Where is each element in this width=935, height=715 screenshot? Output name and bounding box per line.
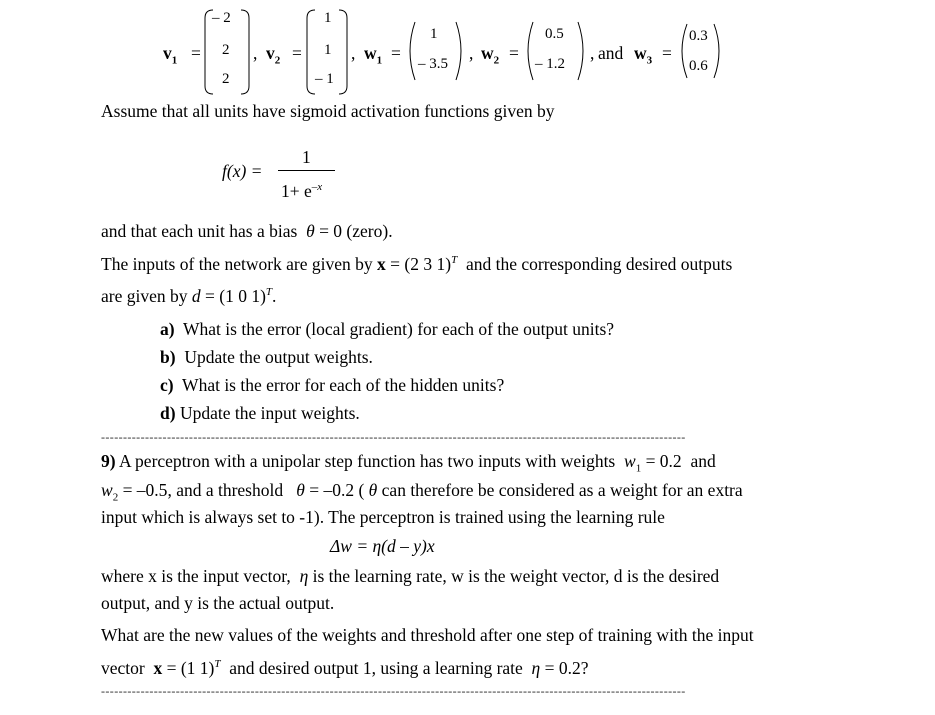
v2-right-bracket <box>338 8 348 96</box>
problem9-line3: input which is always set to -1). The perceptron is trained using the learning rule <box>101 507 665 527</box>
v1-equals: = <box>191 43 201 63</box>
v2-entry-3: – 1 <box>315 71 334 87</box>
comma: , <box>253 43 258 63</box>
comma: , <box>351 43 356 63</box>
inputs-line: The inputs of the network are given by x = (2 3 1)$^T$ and the corresponding desired outputs <box>101 253 733 274</box>
separator-1: ------------------------------------------------------------------------------------------------------------------------------------- <box>101 430 686 444</box>
sigmoid-lhs: f(x) = <box>222 161 263 181</box>
w2-entry-1: 0.5 <box>545 26 564 42</box>
question-c: c) What is the error for each of the hidden units? <box>160 375 505 395</box>
question-b: b) Update the output weights. <box>160 347 373 367</box>
v1-right-bracket <box>240 8 250 96</box>
w3-entry-2: 0.6 <box>689 58 708 74</box>
comma: , <box>590 43 595 63</box>
w1-label: $w_1$ <box>364 43 383 67</box>
w3-right-paren <box>713 22 725 80</box>
w1-left-paren <box>404 20 416 82</box>
problem9-line7: What are the new values of the weights and threshold after one step of training with the input <box>101 625 754 645</box>
v2-equals: = <box>292 43 302 63</box>
problem9-line8: vector x = (1 1)$^T$ and desired output 1, using a learning rate η = 0.2? <box>101 657 589 678</box>
v1-entry-3: 2 <box>222 71 230 87</box>
sigmoid-numerator: 1 <box>302 147 311 167</box>
question-a: a) What is the error (local gradient) for each of the output units? <box>160 319 615 339</box>
bias-line: and that each unit has a bias θ = 0 (zero). <box>101 221 393 241</box>
v1-entry-1: – 2 <box>212 10 231 26</box>
w3-left-paren <box>676 22 688 80</box>
w2-equals: = <box>509 43 519 63</box>
w2-left-paren <box>522 20 534 82</box>
v2-entry-2: 1 <box>324 42 332 58</box>
comma: , <box>469 43 474 63</box>
question-d: d) Update the input weights. <box>160 403 360 423</box>
w2-entry-2: – 1.2 <box>535 56 565 72</box>
v2-entry-1: 1 <box>324 10 332 26</box>
w3-equals: = <box>662 43 672 63</box>
v1-label: $v_1$ <box>163 43 178 67</box>
problem9-line5: where x is the input vector, η is the learning rate, w is the weight vector, d is the desired <box>101 566 720 586</box>
w1-entry-1: 1 <box>430 26 438 42</box>
separator-2: ------------------------------------------------------------------------------------------------------------------------------------- <box>101 684 686 698</box>
w3-label: $w_3$ <box>634 43 653 67</box>
w1-right-paren <box>455 20 467 82</box>
v2-label: $v_2$ <box>266 43 281 67</box>
w2-right-paren <box>577 20 589 82</box>
learning-rule: Δw = η(d – y)x <box>330 536 435 556</box>
problem9-line1: 9) A perceptron with a unipolar step function has two inputs with weights $w_1 = 0.2$ and <box>101 451 716 475</box>
sigmoid-intro: Assume that all units have sigmoid activation functions given by <box>101 101 555 121</box>
problem9-line2: $w_2 = -0.5$, and a threshold θ = –0.2 ( θ can therefore be considered as a weight for an extra <box>101 480 743 504</box>
and-word: and <box>598 43 624 63</box>
w1-equals: = <box>391 43 401 63</box>
sigmoid-denominator: $1+ e^{-x}$ <box>281 180 323 201</box>
problem9-line6: output, and y is the actual output. <box>101 593 335 613</box>
w1-entry-2: – 3.5 <box>418 56 448 72</box>
w3-entry-1: 0.3 <box>689 28 708 44</box>
w2-label: $w_2$ <box>481 43 500 67</box>
v1-entry-2: 2 <box>222 42 230 58</box>
outputs-line: are given by d = (1 0 1)$^T$. <box>101 285 277 306</box>
fraction-bar <box>278 170 335 171</box>
